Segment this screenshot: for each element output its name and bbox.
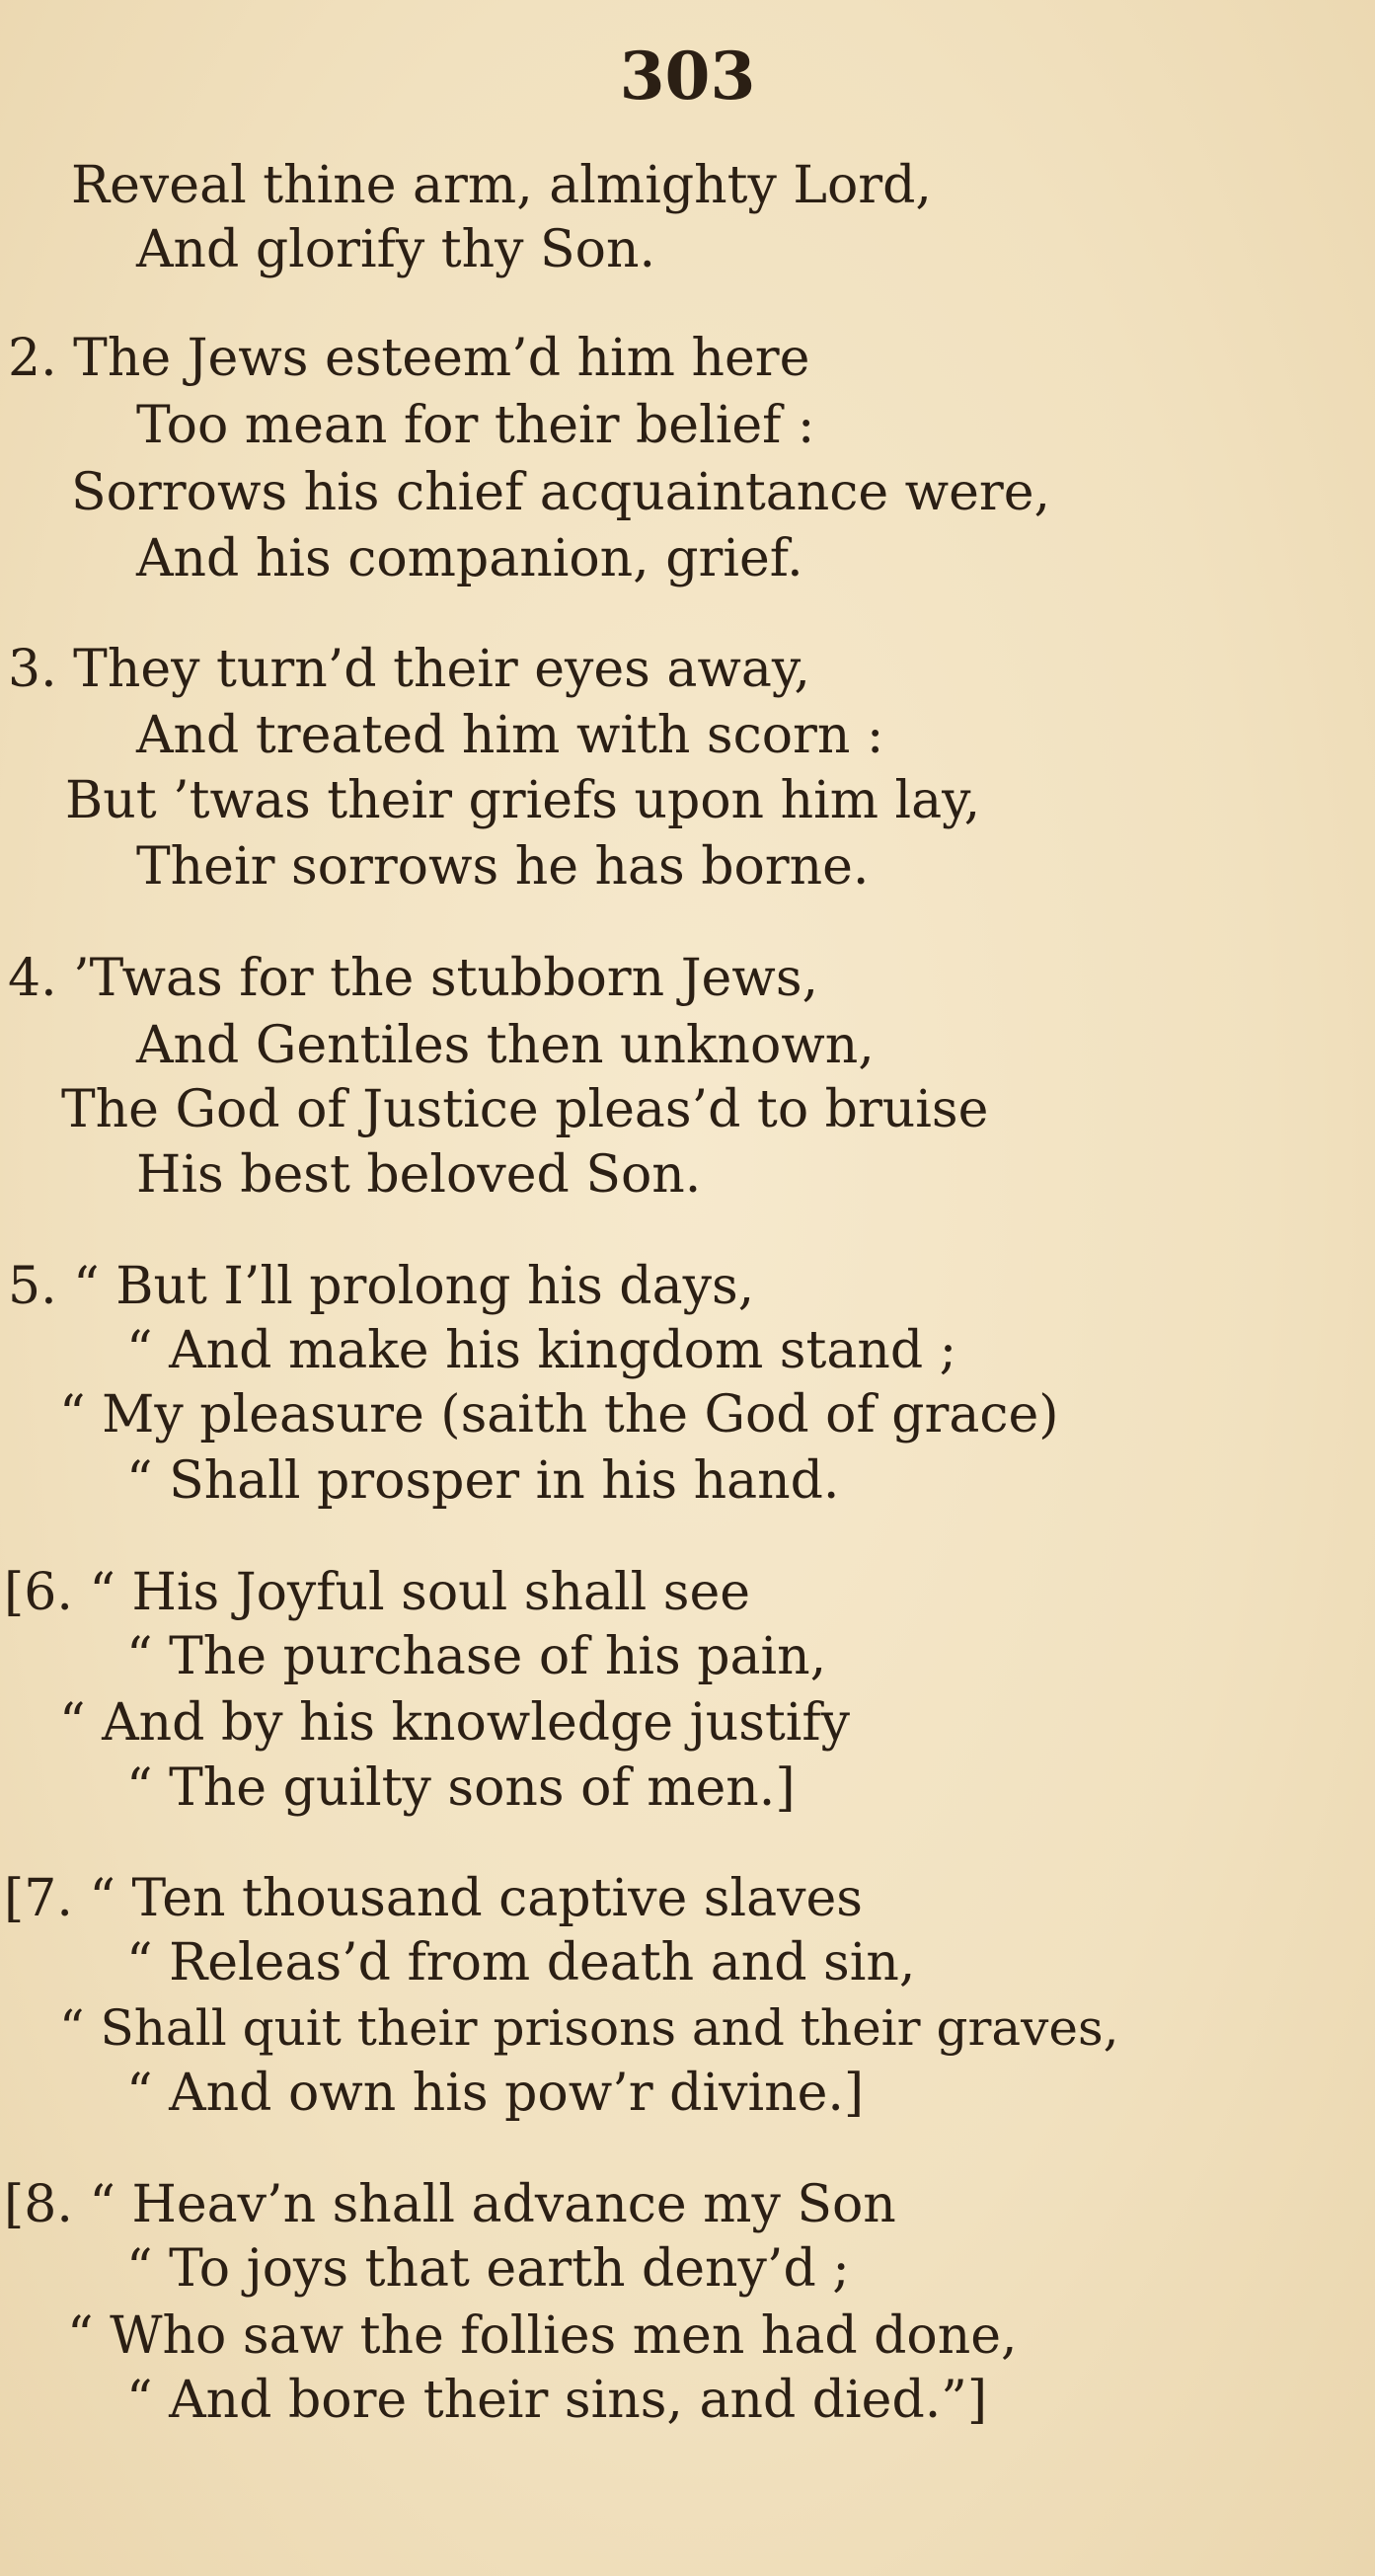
stanza-3-line-4: Their sorrows he has borne. [136, 837, 870, 897]
stanza-2-line-3: Sorrows his chief acquaintance were, [71, 463, 1051, 522]
stanza-7-line-3: “ Shall quit their prisons and their graves, [59, 1999, 1119, 2057]
stanza-1-line-1: Reveal thine arm, almighty Lord, [71, 156, 932, 215]
stanza-5-line-3: “ My pleasure (saith the God of grace) [59, 1385, 1059, 1444]
stanza-8-line-2: “ To joys that earth deny’d ; [126, 2239, 850, 2299]
stanza-3-line-2: And treated him with scorn : [136, 706, 884, 765]
stanza-8-line-4: “ And bore their sins, and died.”] [126, 2371, 988, 2430]
stanza-4-line-3: The God of Justice pleas’d to bruise [61, 1080, 989, 1139]
stanza-4-line-1: 4. ’Twas for the stubborn Jews, [8, 949, 819, 1008]
stanza-3-line-1: 3. They turn’d their eyes away, [8, 640, 810, 699]
stanza-5-line-1: 5. “ But I’ll prolong his days, [8, 1257, 755, 1316]
stanza-2-line-1: 2. The Jews esteem’d him here [8, 329, 810, 388]
page-number: 303 [619, 38, 756, 115]
stanza-7-line-4: “ And own his pow’r divine.] [126, 2064, 865, 2123]
stanza-8-line-1: [8. “ Heav’n shall advance my Son [4, 2175, 896, 2234]
stanza-7-line-2: “ Releas’d from death and sin, [126, 1933, 916, 1992]
stanza-6-line-1: [6. “ His Joyful soul shall see [4, 1563, 751, 1622]
stanza-4-line-2: And Gentiles then unknown, [136, 1016, 875, 1075]
stanza-5-line-2: “ And make his kingdom stand ; [126, 1321, 957, 1380]
stanza-1-line-2: And glorify thy Son. [136, 220, 655, 279]
stanza-2-line-2: Too mean for their belief : [136, 396, 815, 455]
stanza-4-line-4: His best beloved Son. [136, 1145, 702, 1205]
stanza-8-line-3: “ Who saw the follies men had done, [67, 2306, 1018, 2366]
stanza-6-line-3: “ And by his knowledge justify [59, 1693, 851, 1753]
stanza-6-line-2: “ The purchase of his pain, [126, 1627, 827, 1686]
stanza-5-line-4: “ Shall prosper in his hand. [126, 1451, 840, 1511]
stanza-6-line-4: “ The guilty sons of men.] [126, 1758, 796, 1818]
stanza-7-line-1: [7. “ Ten thousand captive slaves [4, 1869, 863, 1928]
stanza-3-line-3: But ’twas their griefs upon him lay, [65, 771, 981, 830]
stanza-2-line-4: And his companion, grief. [136, 529, 803, 588]
